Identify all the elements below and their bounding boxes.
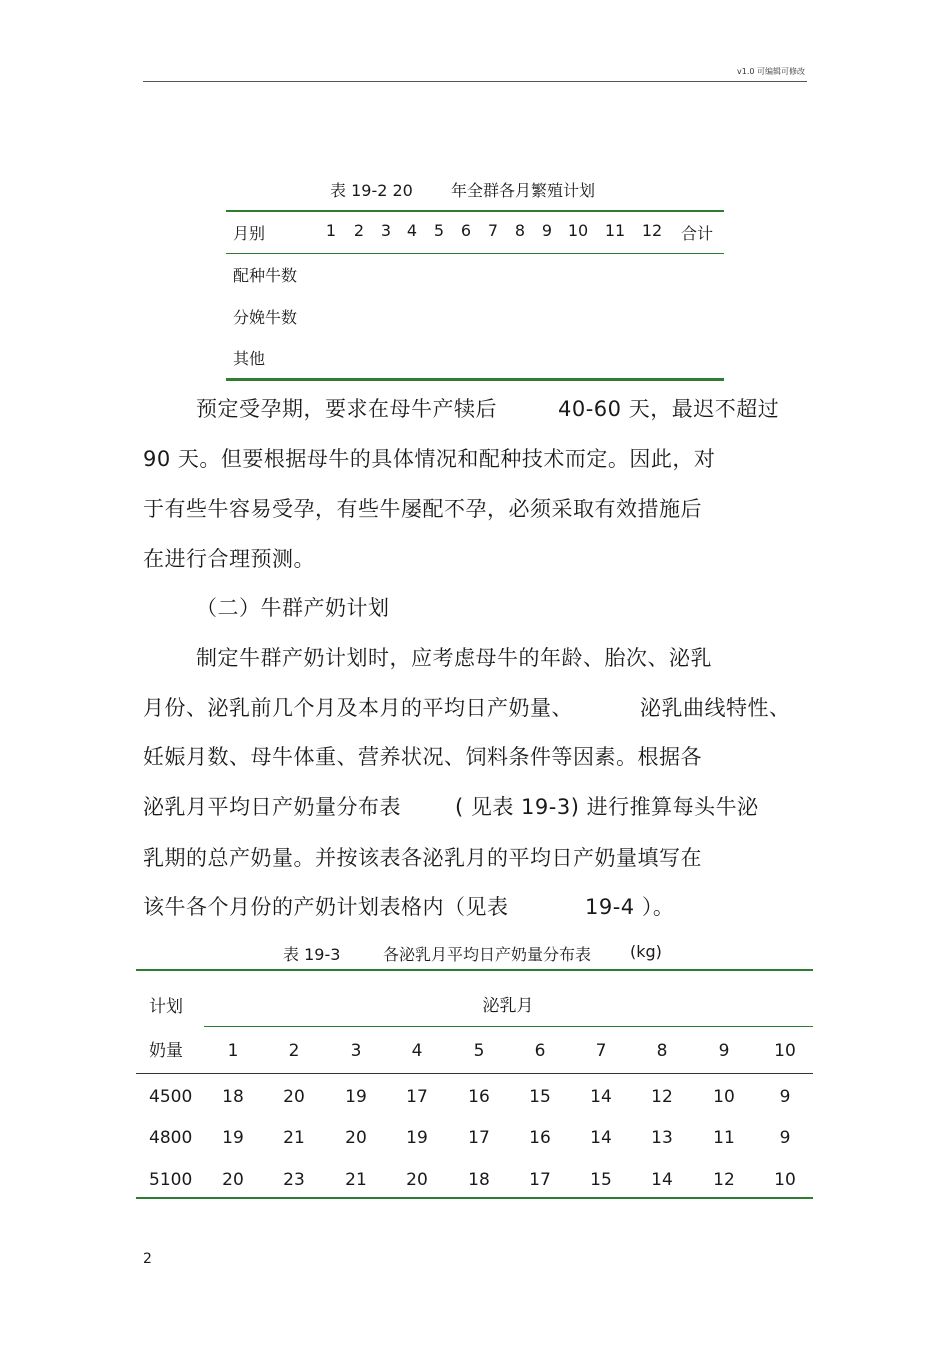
table-19-2-title bbox=[330, 178, 595, 201]
table-19-2-month: 11 bbox=[604, 221, 626, 240]
table-19-3-month-header: 6 bbox=[534, 1041, 546, 1061]
table-19-2-bottom-rule bbox=[226, 378, 724, 381]
paragraph-line: 在进行合理预测。 bbox=[143, 547, 315, 571]
table-19-2-title-prefix: 表 19-2 20 bbox=[330, 181, 413, 200]
table-19-3-month-header: 10 bbox=[774, 1041, 796, 1061]
paragraph-line: 19-4 ）。 bbox=[585, 895, 675, 919]
paragraph-line: 乳期的总产奶量。并按该表各泌乳月的平均日产奶量填写在 bbox=[143, 846, 702, 870]
table-19-3-cell: 17 bbox=[468, 1128, 490, 1148]
table-19-2-top-rule bbox=[226, 210, 724, 212]
table-19-3-cell: 14 bbox=[590, 1128, 612, 1148]
table-19-3-title-unit: (kg) bbox=[630, 942, 662, 961]
paragraph-line: 泌乳曲线特性、 bbox=[640, 696, 791, 720]
table-19-3-month-header: 8 bbox=[656, 1041, 668, 1061]
table-19-3-cell: 15 bbox=[590, 1170, 612, 1190]
table-19-3-month-header: 1 bbox=[227, 1041, 239, 1061]
table-19-2-month: 1 bbox=[325, 221, 337, 240]
table-19-2-month: 9 bbox=[541, 221, 553, 240]
paragraph-line: ( 见表 19-3) 进行推算每头牛泌 bbox=[455, 795, 759, 819]
table-19-3-cell: 15 bbox=[529, 1087, 551, 1107]
table-19-3-cell: 23 bbox=[283, 1170, 305, 1190]
table-19-3-cell: 21 bbox=[283, 1128, 305, 1148]
table-19-3-plan-value: 4800 bbox=[149, 1128, 193, 1148]
table-19-3-cell: 10 bbox=[774, 1170, 796, 1190]
table-19-3-cell: 19 bbox=[345, 1087, 367, 1107]
table-19-3-group-header: 泌乳月 bbox=[482, 996, 534, 1016]
table-19-3-cell: 16 bbox=[468, 1087, 490, 1107]
table-19-3-top-rule bbox=[136, 969, 813, 971]
table-19-3-cell: 14 bbox=[651, 1170, 673, 1190]
table-19-3-cell: 17 bbox=[529, 1170, 551, 1190]
table-19-3-month-header: 3 bbox=[350, 1041, 362, 1061]
table-19-3-title: 各泌乳月平均日产奶量分布表 bbox=[383, 945, 592, 964]
page-number: 2 bbox=[143, 1251, 152, 1267]
paragraph-line: 泌乳月平均日产奶量分布表 bbox=[143, 795, 401, 819]
table-19-3-cell: 21 bbox=[345, 1170, 367, 1190]
table-19-3-cell: 19 bbox=[222, 1128, 244, 1148]
paragraph-line: 月份、泌乳前几个月及本月的平均日产奶量、 bbox=[143, 696, 573, 720]
table-19-3-cell: 20 bbox=[222, 1170, 244, 1190]
table-19-3-cell: 11 bbox=[713, 1128, 735, 1148]
table-19-3-bottom-rule bbox=[136, 1197, 813, 1199]
table-19-2-header-rule bbox=[226, 253, 724, 254]
table-19-3-plan-value: 4500 bbox=[149, 1087, 193, 1107]
paragraph-line: 该牛各个月份的产奶计划表格内（见表 bbox=[143, 895, 509, 919]
table-19-3-plan-value: 5100 bbox=[149, 1170, 193, 1190]
table-19-2-month: 3 bbox=[380, 221, 392, 240]
table-19-2-header-label: 月别 bbox=[233, 224, 266, 243]
table-19-3-cell: 9 bbox=[779, 1128, 791, 1148]
table-19-2-month: 8 bbox=[514, 221, 526, 240]
table-19-3-cell: 20 bbox=[345, 1128, 367, 1148]
header-rule bbox=[143, 81, 807, 82]
table-19-3-month-header: 9 bbox=[718, 1041, 730, 1061]
section-heading: （二）牛群产奶计划 bbox=[196, 596, 390, 620]
table-19-3-cell: 10 bbox=[713, 1087, 735, 1107]
table-19-2-row-label: 其他 bbox=[233, 349, 266, 368]
table-19-3-month-header: 5 bbox=[473, 1041, 485, 1061]
paragraph-line: 制定牛群产奶计划时，应考虑母牛的年龄、胎次、泌乳 bbox=[196, 646, 712, 670]
table-19-3-cell: 18 bbox=[222, 1087, 244, 1107]
table-19-3-group-rule bbox=[204, 1026, 813, 1027]
paragraph-line: 于有些牛容易受孕，有些牛屡配不孕，必须采取有效措施后 bbox=[143, 497, 702, 521]
table-19-3-header-rule bbox=[136, 1073, 813, 1074]
table-19-3-cell: 13 bbox=[651, 1128, 673, 1148]
table-19-3-cell: 20 bbox=[283, 1087, 305, 1107]
table-19-3-month-header: 7 bbox=[595, 1041, 607, 1061]
table-19-2-month: 4 bbox=[406, 221, 418, 240]
table-19-3-month-header: 2 bbox=[288, 1041, 300, 1061]
table-19-3-plan-label: 奶量 bbox=[149, 1041, 183, 1061]
table-19-3-cell: 17 bbox=[406, 1087, 428, 1107]
table-19-3-plan-label: 计划 bbox=[149, 997, 183, 1017]
table-19-2-title-suffix: 年全群各月繁殖计划 bbox=[451, 181, 596, 200]
table-19-2-row-label: 配种牛数 bbox=[233, 266, 298, 285]
table-19-3-cell: 18 bbox=[468, 1170, 490, 1190]
table-19-3-cell: 19 bbox=[406, 1128, 428, 1148]
table-19-3-cell: 12 bbox=[651, 1087, 673, 1107]
table-19-2-month: 2 bbox=[353, 221, 365, 240]
table-19-3-cell: 9 bbox=[779, 1087, 791, 1107]
paragraph-line: 预定受孕期，要求在母牛产犊后 bbox=[196, 397, 497, 421]
table-19-2-month: 7 bbox=[487, 221, 499, 240]
table-19-3-cell: 16 bbox=[529, 1128, 551, 1148]
table-19-2-month: 10 bbox=[567, 221, 589, 240]
table-19-3-cell: 12 bbox=[713, 1170, 735, 1190]
table-19-2-total-label: 合计 bbox=[680, 224, 714, 243]
table-19-2-month: 5 bbox=[433, 221, 445, 240]
table-19-2-month: 6 bbox=[460, 221, 472, 240]
table-19-2-month: 12 bbox=[641, 221, 663, 240]
table-19-3-cell: 14 bbox=[590, 1087, 612, 1107]
table-19-3-month-header: 4 bbox=[411, 1041, 423, 1061]
paragraph-line: 40-60 天，最迟不超过 bbox=[558, 397, 780, 421]
table-19-3-cell: 20 bbox=[406, 1170, 428, 1190]
table-19-3-title-number: 表 19-3 bbox=[283, 945, 341, 964]
paragraph-line: 90 天。但要根据母牛的具体情况和配种技术而定。因此，对 bbox=[143, 447, 716, 471]
paragraph-line: 妊娠月数、母牛体重、营养状况、饲料条件等因素。根据各 bbox=[143, 745, 702, 769]
table-19-2-row-label: 分娩牛数 bbox=[233, 308, 298, 327]
header-meta: v1.0 可编辑可修改 bbox=[737, 67, 805, 76]
